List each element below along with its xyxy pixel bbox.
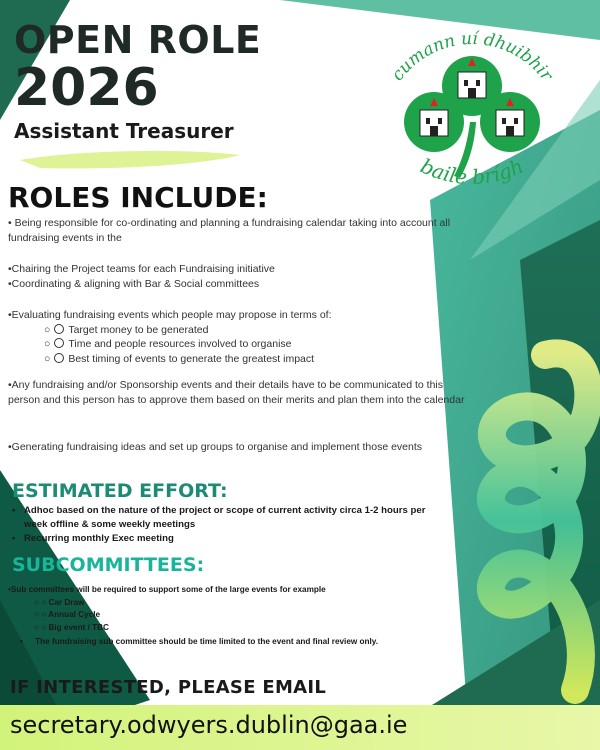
roles-paragraph-5: •Generating fundraising ideas and set up groups to organise and implement those events xyxy=(8,441,423,453)
roles-heading: ROLES INCLUDE: xyxy=(8,181,268,214)
title-year: 2026 xyxy=(14,58,159,118)
effort-list xyxy=(8,504,428,546)
list-item: • Adhoc based on the nature of the project or scope of current activity circa 1-2 hours per week offline & some weekly meetings xyxy=(8,504,428,532)
roles-paragraph-4: •Any fundraising and/or Sponsorship events and their details have to be communicated to this person and this person has to approve them based on their merits and plan them into the calendar xyxy=(8,379,465,406)
svg-text:baile brígh xyxy=(417,154,527,190)
roles-paragraph-2 xyxy=(8,262,468,291)
roles-evaluating: •Evaluating fundraising events which people may propose in terms of: xyxy=(8,309,332,321)
crest-top-text: cumann uí dhuibhir xyxy=(387,28,557,85)
subcommittees-list xyxy=(8,584,428,649)
list-item: ○ Target money to be generated xyxy=(44,323,209,336)
roles-paragraph-3 xyxy=(8,308,468,366)
contact-heading: IF INTERESTED, PLEASE EMAIL xyxy=(10,677,327,698)
list-item: ○ ○ Big event / TBC xyxy=(34,622,109,632)
roles-item-chairing: •Chairing the Project teams for each Fundraising initiative xyxy=(8,263,275,275)
subcommittees-heading: SUBCOMMITTEES: xyxy=(12,554,205,576)
subcommittees-note: • The fundraising sub committee should be time limited to the event and final review only. xyxy=(20,637,379,646)
list-item: ○ ○ Car Draw xyxy=(34,597,85,607)
club-crest xyxy=(372,14,572,199)
contact-email-link[interactable]: secretary.odwyers.dublin@gaa.ie xyxy=(10,711,408,739)
list-item: ○ Time and people resources involved to organise xyxy=(44,338,292,350)
subcommittees-intro: •Sub committees will be required to support some of the large events for example xyxy=(8,585,326,594)
list-item: ○ Best timing of events to generate the greatest impact xyxy=(44,352,315,365)
role-title: Assistant Treasurer xyxy=(14,119,234,143)
effort-heading: ESTIMATED EFFORT: xyxy=(12,480,228,502)
roles-paragraph-1: • Being responsible for co-ordinating and planning a fundraising calendar taking into account all fundraising events in the xyxy=(8,217,451,244)
roles-item-coordinating: •Coordinating & aligning with Bar & Social committees xyxy=(8,277,260,290)
radio-icon xyxy=(54,324,64,334)
radio-icon xyxy=(54,353,64,363)
title-line-1: OPEN ROLE xyxy=(14,18,262,62)
list-item: ○ ○ Annual Cycle xyxy=(34,610,101,619)
crest-bottom-text: baile brígh xyxy=(417,153,527,190)
list-item: • Recurring monthly Exec meeting xyxy=(8,532,428,546)
radio-icon xyxy=(54,338,64,348)
